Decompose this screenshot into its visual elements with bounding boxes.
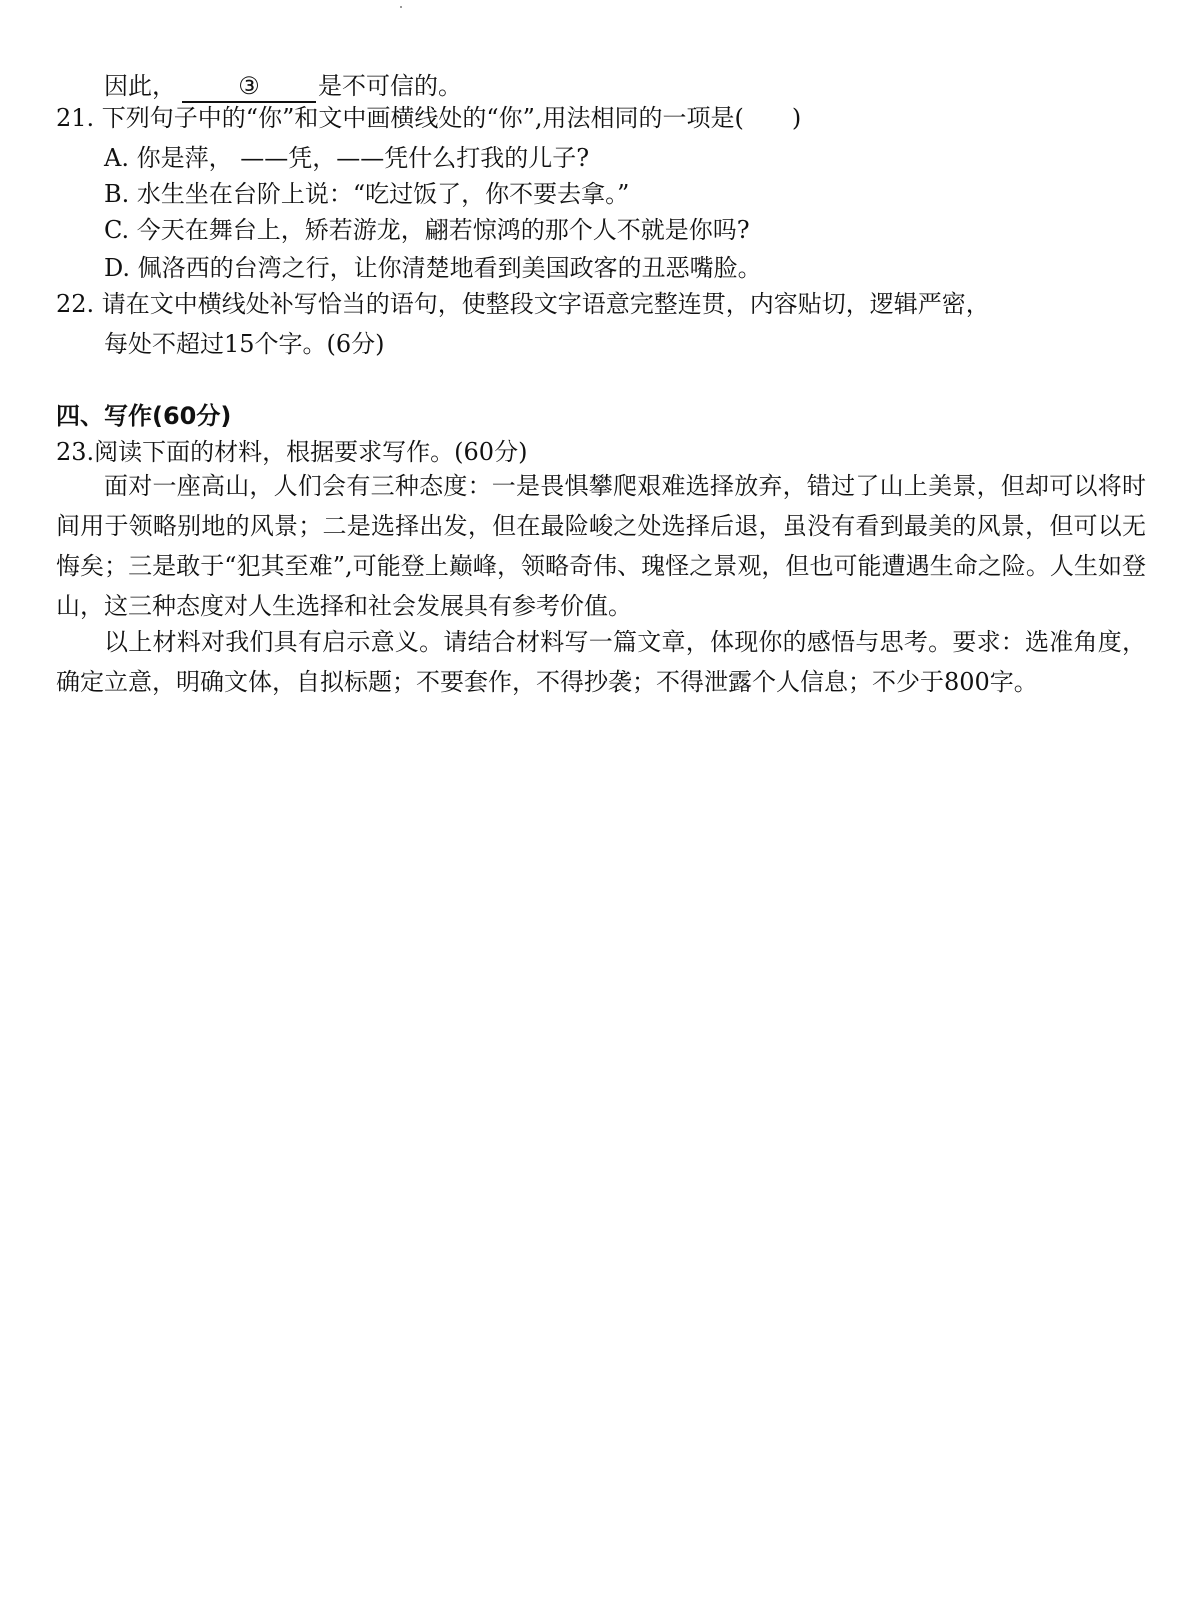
section-4-heading: 四、写作(60分) <box>56 402 232 430</box>
blank-marker: ③ <box>238 72 260 100</box>
fill-blank-3 <box>182 71 316 103</box>
question-22-line-2: 每处不超过15个字。(6分) <box>104 330 385 358</box>
scan-speck <box>400 6 402 8</box>
question-21-option-a: A. 你是萍， ——凭，——凭什么打我的儿子? <box>104 144 590 172</box>
conclusion-line <box>104 68 462 104</box>
question-23-material: 面对一座高山，人们会有三种态度：一是畏惧攀爬艰难选择放弃，错过了山上美景，但却可以将时间用于领略别地的风景；二是选择出发，但在最险峻之处选择后退，虽没有看到最美的风景，但可以无悔矣；三是敢于“犯其至难”,可能登上巅峰，领略奇伟、瑰怪之景观，但也可能遭遇生命之险。人生如登山，这三种态度对人生选择和社会发展具有参考价值。 <box>56 472 1146 620</box>
question-21-option-b: B. 水生坐在台阶上说：“吃过饭了，你不要去拿。” <box>104 180 630 208</box>
question-22-line-1: 22. 请在文中横线处补写恰当的语句，使整段文字语意完整连贯，内容贴切，逻辑严密， <box>56 290 990 318</box>
conclusion-prefix: 因此， <box>104 72 176 100</box>
question-21-option-c: C. 今天在舞台上，矫若游龙，翩若惊鸿的那个人不就是你吗? <box>104 216 750 244</box>
question-21-option-d: D. 佩洛西的台湾之行，让你清楚地看到美国政客的丑恶嘴脸。 <box>104 254 762 282</box>
question-23-requirements: 以上材料对我们具有启示意义。请结合材料写一篇文章，体现你的感悟与思考。要求：选准角度，确定立意，明确文体，自拟标题；不要套作，不得抄袭；不得泄露个人信息；不少于800字。 <box>56 628 1146 696</box>
question-21-stem: 21. 下列句子中的“你”和文中画横线处的“你”,用法相同的一项是( ) <box>56 104 802 132</box>
conclusion-suffix: 是不可信的。 <box>318 72 462 100</box>
question-23-stem: 23.阅读下面的材料，根据要求写作。(60分) <box>56 438 528 466</box>
